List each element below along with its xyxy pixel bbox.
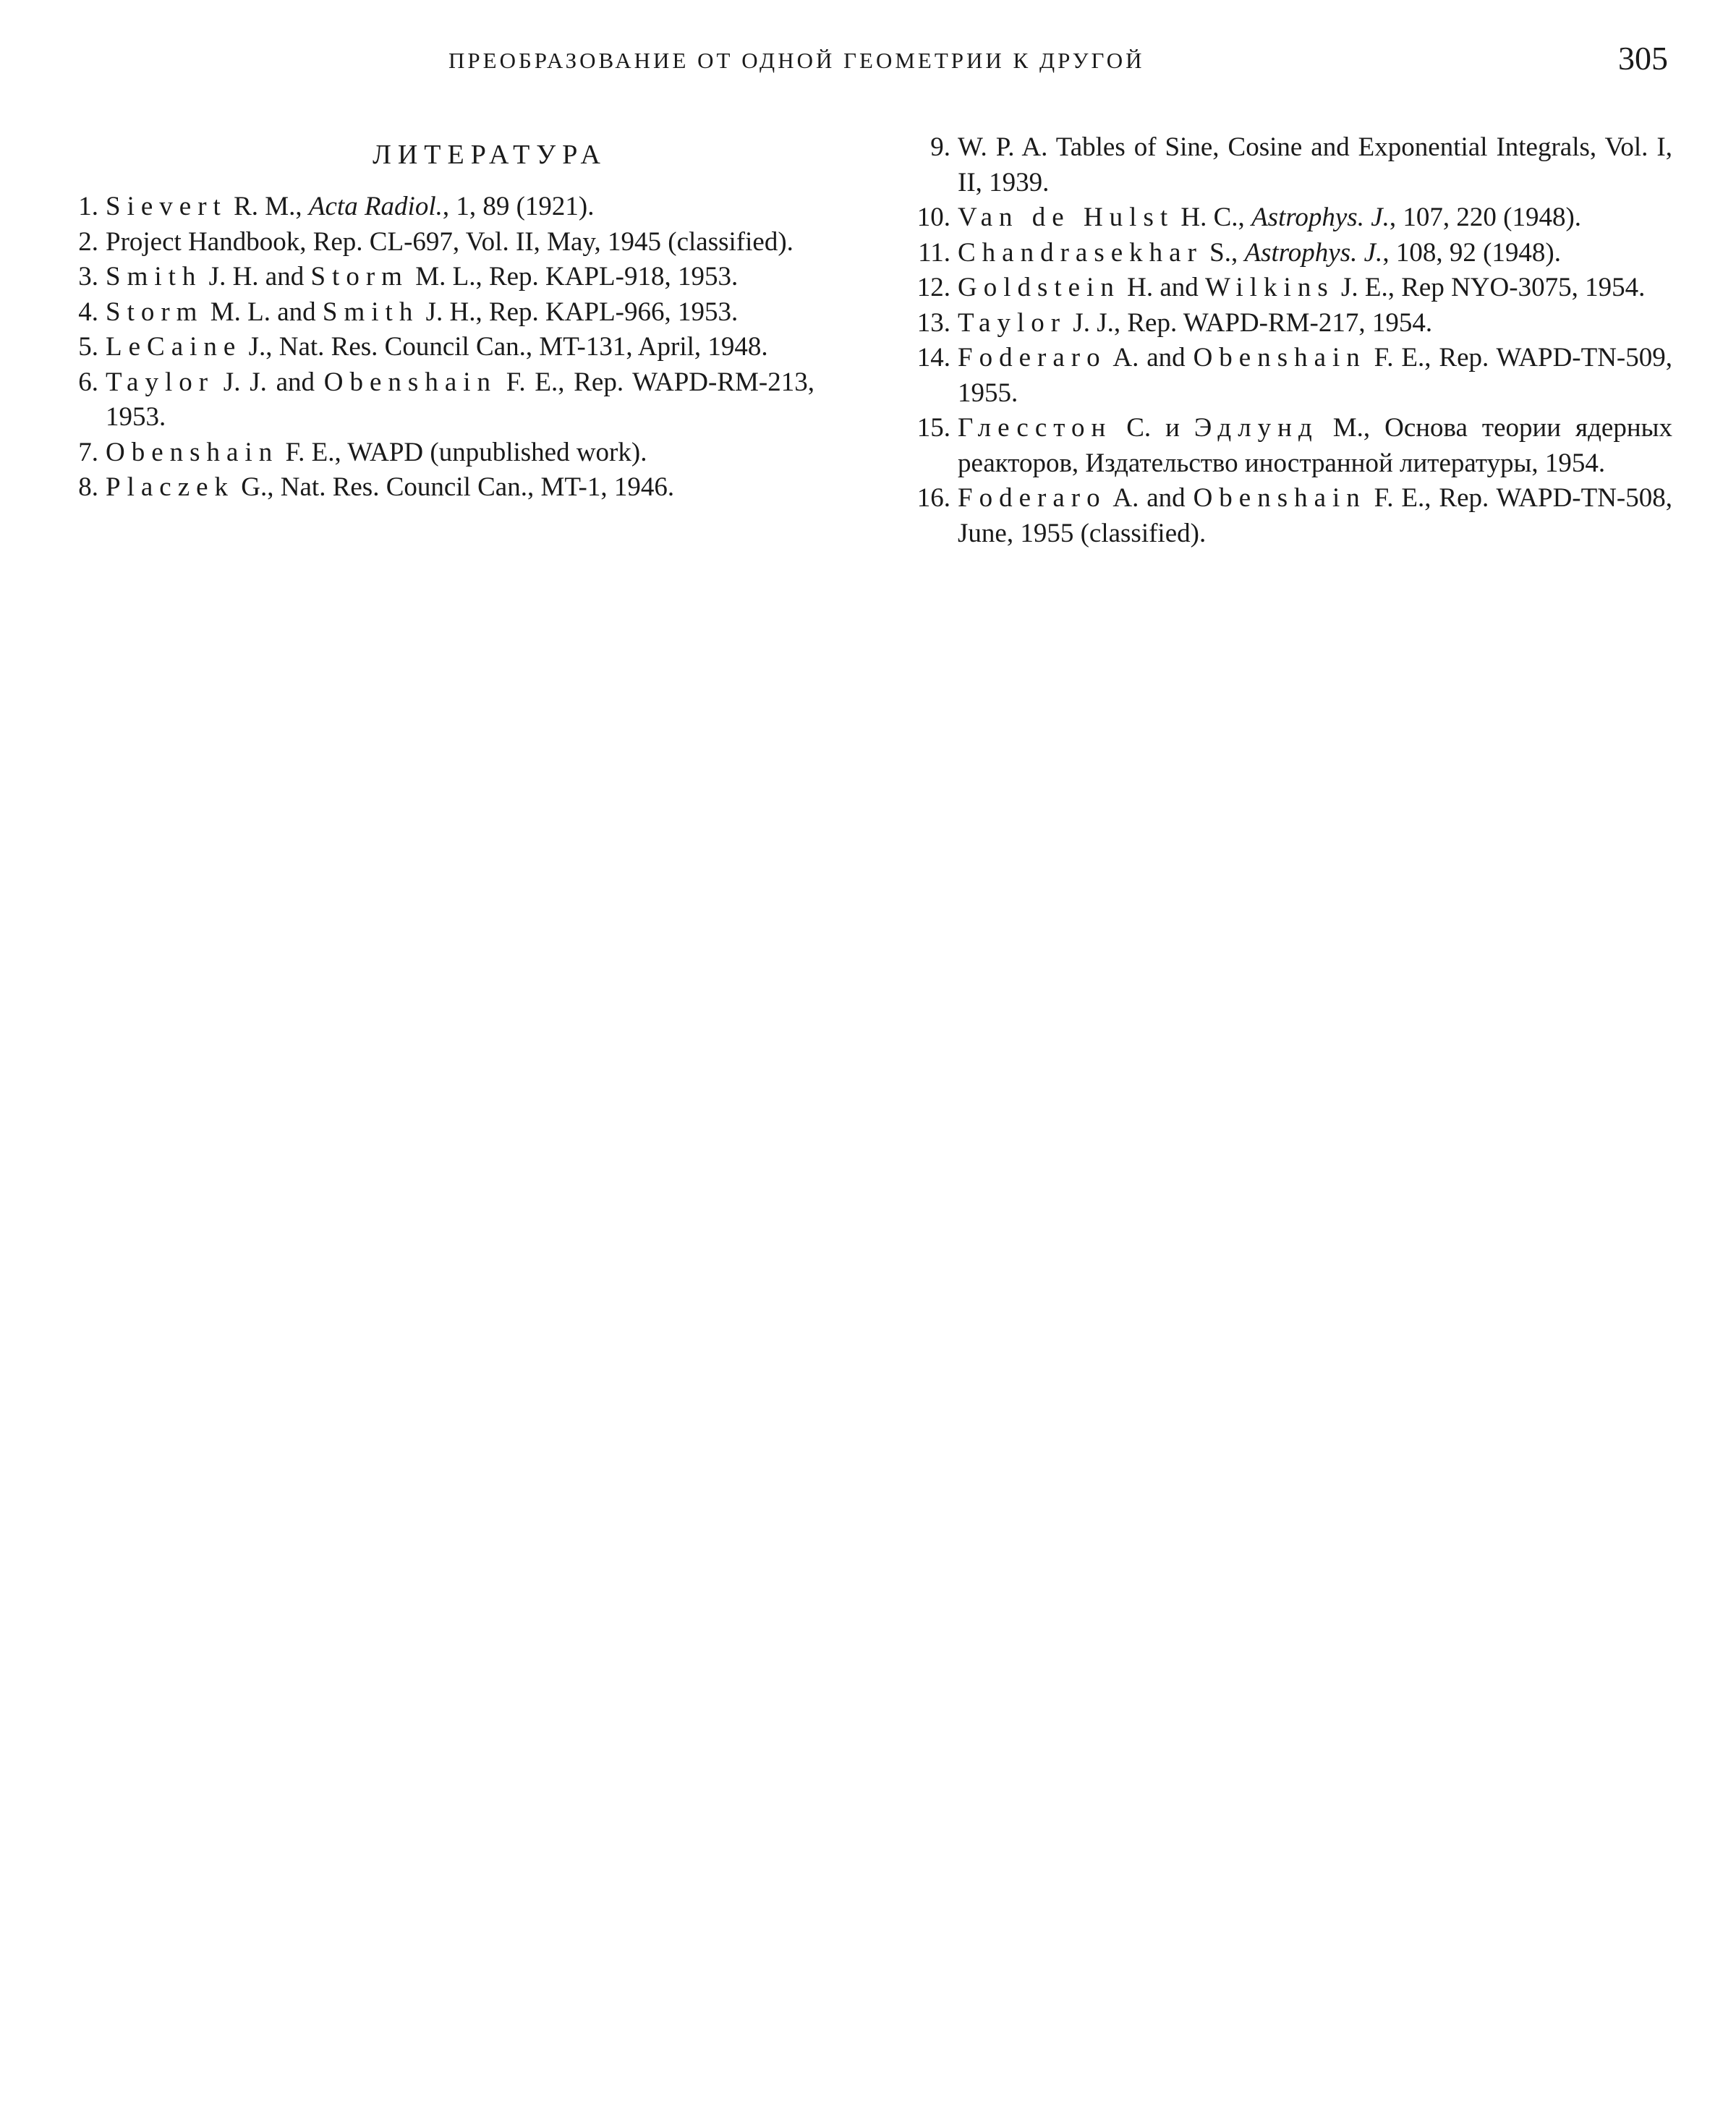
- reference-author: Глесстон: [958, 413, 1112, 443]
- reference-text: С. и: [1112, 413, 1194, 443]
- reference-text: H. and: [1120, 273, 1206, 302]
- reference-number: 16.: [916, 483, 950, 513]
- reference-author: Storm: [106, 297, 204, 327]
- reference-text: J. H. and: [202, 262, 311, 291]
- reference-text: J., Nat. Res. Council Can., MT-131, April, 1948.: [242, 332, 768, 362]
- reference-text: M. L. and: [203, 297, 323, 327]
- reference-text: , 107, 220 (1948).: [1389, 203, 1582, 232]
- reference-text: J. J. and: [214, 367, 324, 397]
- reference-number: 5.: [78, 332, 98, 362]
- reference-item: [56, 295, 814, 331]
- reference-item: [56, 365, 814, 435]
- reference-text: F. E., Rep. WAPD-TN-508, June, 1955 (classified).: [958, 483, 1673, 548]
- reference-author: Smith: [322, 297, 420, 327]
- reference-text: , 1, 89 (1921).: [442, 192, 595, 221]
- reference-item: [891, 481, 1672, 551]
- reference-author: Obenshain: [1193, 483, 1366, 513]
- reference-text: F. E., WAPD (unpublished work).: [278, 437, 647, 467]
- reference-journal: Astrophys. J.: [1244, 237, 1383, 268]
- reference-text: G., Nat. Res. Council Can., MT-1, 1946.: [234, 472, 675, 502]
- reference-author: Obenshain: [323, 367, 498, 397]
- reference-number: 13.: [916, 307, 950, 338]
- reference-author: Goldstein: [958, 273, 1120, 302]
- reference-author: Foderaro: [958, 343, 1107, 373]
- reference-item: [891, 271, 1672, 306]
- reference-number: 8.: [78, 472, 98, 502]
- reference-author: LeCaine: [106, 332, 242, 362]
- reference-author: Sievert: [106, 192, 227, 221]
- reference-number: 3.: [78, 262, 98, 291]
- reference-item: [891, 200, 1672, 236]
- reference-number: 2.: [78, 226, 98, 257]
- reference-author: Taylor: [106, 367, 215, 397]
- reference-text: F. E., Rep. WAPD-RM-213, 1953.: [106, 367, 814, 432]
- reference-journal: Acta Radiol.: [308, 192, 443, 221]
- reference-item: [891, 341, 1672, 411]
- reference-item: [56, 435, 814, 471]
- reference-author: Wilkins: [1205, 273, 1335, 302]
- reference-item: [891, 236, 1672, 271]
- reference-text: S.,: [1202, 237, 1245, 268]
- reference-text: J. E., Rep NYO-3075, 1954.: [1334, 273, 1646, 302]
- reference-number: 1.: [78, 192, 98, 221]
- reference-text: J. H., Rep. KAPL-966, 1953.: [419, 297, 739, 327]
- reference-text: F. E., Rep. WAPD-TN-509, 1955.: [958, 343, 1673, 408]
- reference-number: 9.: [930, 132, 950, 162]
- reference-item: [56, 260, 814, 295]
- reference-number: 7.: [78, 437, 98, 467]
- reference-journal: Astrophys. J.: [1251, 203, 1390, 232]
- reference-text: A. and: [1106, 483, 1194, 513]
- reference-item: [56, 225, 814, 260]
- reference-item: [891, 130, 1672, 200]
- running-header: ПРЕОБРАЗОВАНИЕ ОТ ОДНОЙ ГЕОМЕТРИИ К ДРУГОЙ: [448, 48, 1145, 73]
- reference-author: Smith: [106, 262, 203, 291]
- references-column-right: [891, 130, 1672, 551]
- section-title: ЛИТЕРАТУРА: [373, 140, 607, 170]
- reference-author: Эдлунд: [1194, 413, 1319, 443]
- reference-number: 10.: [916, 203, 950, 232]
- reference-text: M. L., Rep. KAPL-918, 1953.: [408, 262, 739, 291]
- references-column-left: [56, 135, 814, 506]
- reference-number: 15.: [916, 413, 950, 443]
- reference-text: , 108, 92 (1948).: [1382, 237, 1561, 268]
- reference-item: [56, 470, 814, 506]
- reference-author: Foderaro: [958, 483, 1107, 513]
- reference-number: 12.: [916, 273, 950, 302]
- reference-number: 4.: [78, 297, 98, 327]
- reference-text: H. C.,: [1174, 203, 1252, 232]
- reference-author: Obenshain: [1193, 343, 1366, 373]
- reference-author: Storm: [310, 262, 409, 291]
- reference-author: Van de Hulst: [958, 203, 1175, 232]
- reference-author: Placzek: [106, 472, 235, 502]
- reference-text: R. M.,: [226, 192, 309, 221]
- reference-text: М., Основа теории ядерных реакторов, Издательство иностранной литературы, 1954.: [958, 413, 1672, 478]
- reference-number: 11.: [918, 237, 950, 268]
- reference-text: A. and: [1106, 343, 1194, 373]
- reference-text: J. J., Rep. WAPD-RM-217, 1954.: [1066, 307, 1433, 338]
- reference-item: [56, 190, 814, 225]
- reference-author: Chandrasekhar: [958, 237, 1203, 268]
- page-number: 305: [1618, 40, 1668, 77]
- reference-item: [891, 306, 1672, 341]
- reference-author: Obenshain: [106, 437, 279, 467]
- reference-number: 14.: [916, 343, 950, 373]
- reference-author: Taylor: [958, 307, 1067, 338]
- reference-item: [891, 411, 1672, 481]
- reference-text: Project Handbook, Rep. CL-697, Vol. II, May, 1945 (classified).: [106, 226, 793, 257]
- reference-item: [56, 330, 814, 365]
- reference-number: 6.: [78, 367, 98, 397]
- reference-text: W. P. A. Tables of Sine, Cosine and Exponential Integrals, Vol. I, II, 1939.: [958, 132, 1672, 197]
